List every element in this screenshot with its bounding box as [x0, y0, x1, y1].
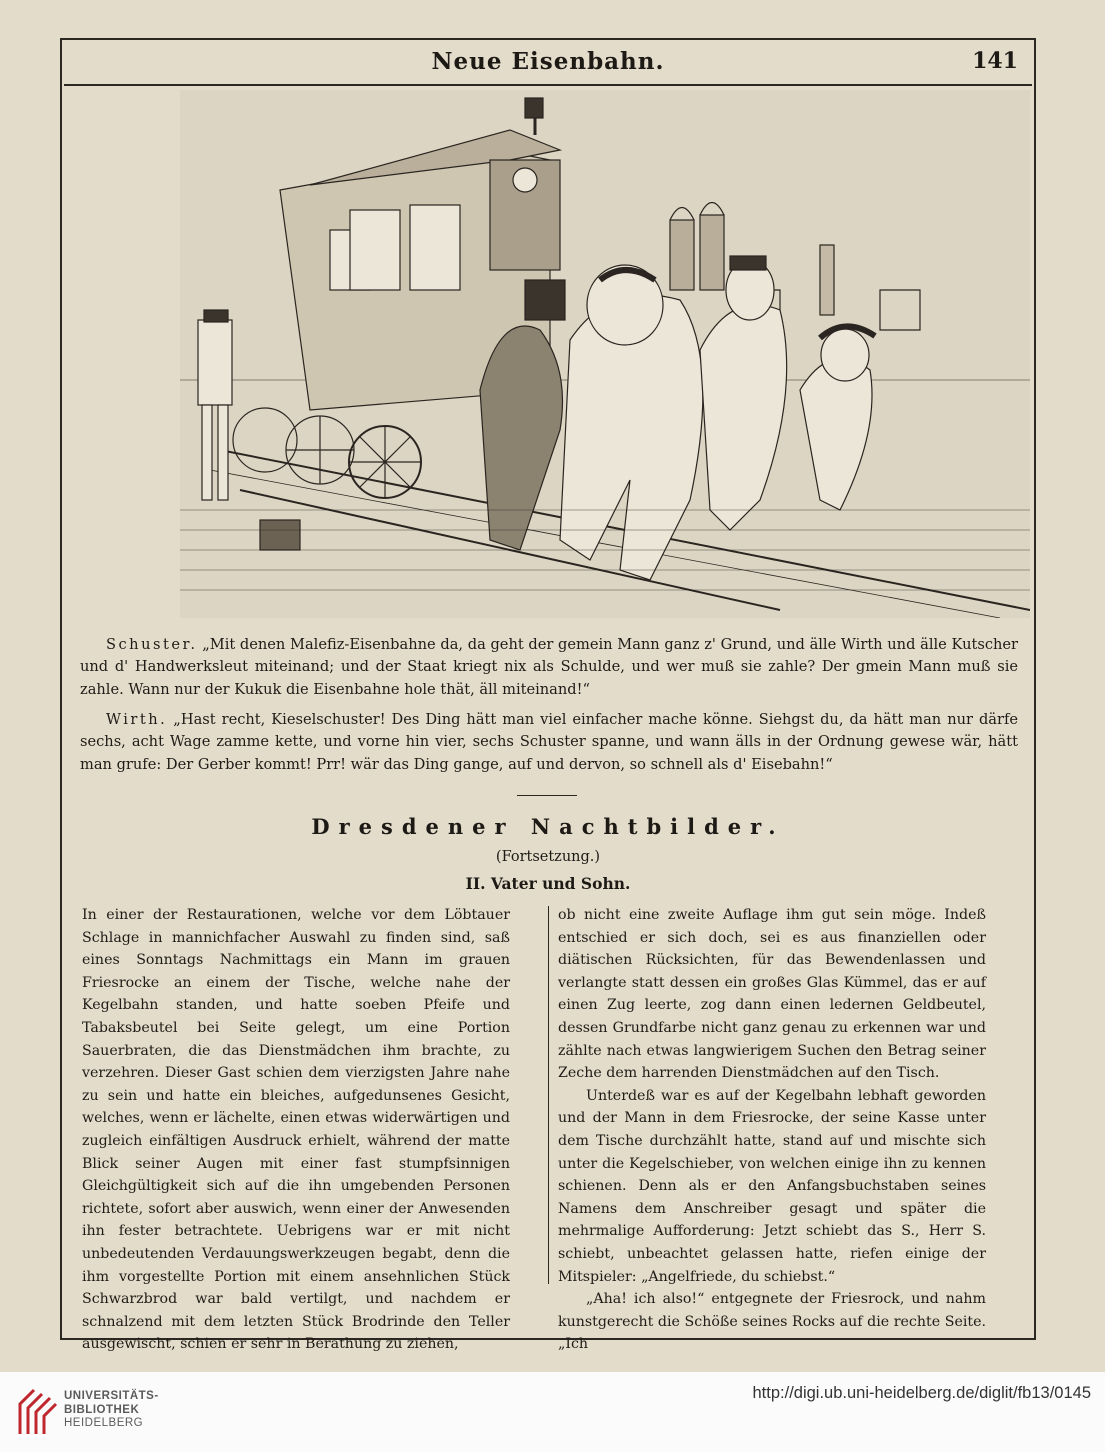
university-name — [64, 1390, 159, 1431]
paragraph: Unterdeß war es auf der Kegelbahn lebhaft geworden und der Mann in dem Friesrocke, der seine Kasse unter dem Tische durchzählt hatte, stand auf und mischte sich unter die Kegelschieber, von welchen einige ihn zu kennen schienen. Denn als er den Anfangsbuchstaben seines Namens dem Anschreiber gesagt und später die mehrmalige Aufforderung: Jetzt schiebt das S., Herr S. schiebt, unbeachtet gelassen hatte, riefen einige der Mitspieler: „Angelfriede, du schiebst.“ — [558, 1087, 986, 1285]
continuation-note: (Fortsetzung.) — [495, 849, 601, 865]
column-divider — [548, 906, 549, 1284]
caption-paragraph-shoemaker — [80, 634, 1018, 701]
page-number: 141 — [972, 48, 1018, 74]
section-divider — [517, 795, 577, 796]
header-rule — [64, 84, 1032, 86]
institution-line: HEIDELBERG — [64, 1417, 144, 1429]
article-title: Dresdener Nachtbilder. — [311, 814, 785, 839]
chapter-heading: II. Vater und Sohn. — [465, 874, 631, 893]
institution-line: UNIVERSITÄTS- — [64, 1390, 159, 1402]
engraving-illustration-icon — [180, 90, 1030, 618]
permalink-url[interactable]: http://digi.ub.uni-heidelberg.de/diglit/fb13/0145 — [752, 1384, 1091, 1402]
speaker-label: Schuster. — [106, 636, 198, 653]
engraving-illustration — [180, 90, 1030, 618]
speaker-label: Wirth. — [106, 711, 168, 728]
caption-text: „Mit denen Malefiz-Eisenbahne da, da geht der gemein Mann ganz z' Grund, und älle Wirth und älle Kutscher und d' Handwerksleut miteinand; und der Staat kriegt nix als Schulde, und wer muß sie zahle? Der gmein Mann muß sie zahle. Wann nur der Kukuk die Eisenbahne hole thät, äll miteinand!“ — [80, 636, 1019, 698]
text-column-left — [82, 904, 510, 1356]
running-title: Neue Eisenbahn. — [431, 48, 665, 75]
university-logo-icon — [12, 1382, 62, 1442]
text-column-right — [558, 904, 986, 1356]
running-header — [60, 44, 1036, 84]
institution-line: BIBLIOTHEK — [64, 1403, 140, 1416]
caption-paragraph-innkeeper — [80, 709, 1018, 776]
paragraph: ob nicht eine zweite Auflage ihm gut sein möge. Indeß entschied er sich doch, sei es aus finanziellen oder diätischen Rücksichten, für das Bewendenlassen und verlangte statt dessen ein großes Glas Kümmel, das er auf einen Zug leerte, zog dann einen ledernen Geldbeutel, dessen Grundfarbe nicht ganz genau zu erkennen war und zählte nach etwas langwierigem Suchen den Betrag seiner Zeche dem harrenden Dienstmädchen auf den Tisch. — [558, 907, 986, 1082]
paragraph: In einer der Restaurationen, welche vor dem Löbtauer Schlage in mannichfacher Auswahl zu finden sind, saß eines Sonntags Nachmittags ein Mann im grauen Friesrocke an einem der Tische, welche nahe der Kegelbahn standen, und hatte soeben Pfeife und Tabaksbeutel bei Seite gelegt, um eine Portion Sauerbraten, die das Dienstmädchen ihm brachte, zu verzehren. Dieser Gast schien dem vierzigsten Jahre nahe zu sein und hatte ein bleiches, aufgedunsenes Gesicht, welches, wenn er lächelte, einen etwas widerwärtigen und zugleich einfältigen Ausdruck erhielt, während der matte Blick seiner Augen mit einer fast stumpfsinnigen Gleichgültigkeit sich auf die ihn umgebenden Personen richtete, sofort aber auswich, wenn einer der Anwesenden ihn fester betrachtete. Uebrigens war er mit nicht unbedeutenden Verdauungswerkzeugen begabt, denn die ihm vorgestellte Portion mit einem ansehnlichen Stück Schwarzbrod war bald vertilgt, und nachdem er schnalzend mit dem letzten Stück Brodrinde den Teller ausgewischt, schien er sehr in Berathung zu ziehen, — [82, 907, 510, 1353]
viewer-footer — [0, 1372, 1105, 1452]
caption-text: „Hast recht, Kieselschuster! Des Ding hätt man viel einfacher mache könne. Siehgst du, da hätt man nur därfe sechs, acht Wage zamme kette, und vorne hin vier, sechs Schuster spanne, und wann älls in der Ordnung gewese wär, hätt man grufe: Der Gerber kommt! Prr! wär das Ding gange, auf und dervon, so schnell als d' Eisebahn!“ — [80, 711, 1018, 773]
paragraph: „Aha! ich also!“ entgegnete der Friesrock, und nahm kunstgerecht die Schöße seines Rocks auf die rechte Seite. „Ich — [558, 1291, 986, 1353]
